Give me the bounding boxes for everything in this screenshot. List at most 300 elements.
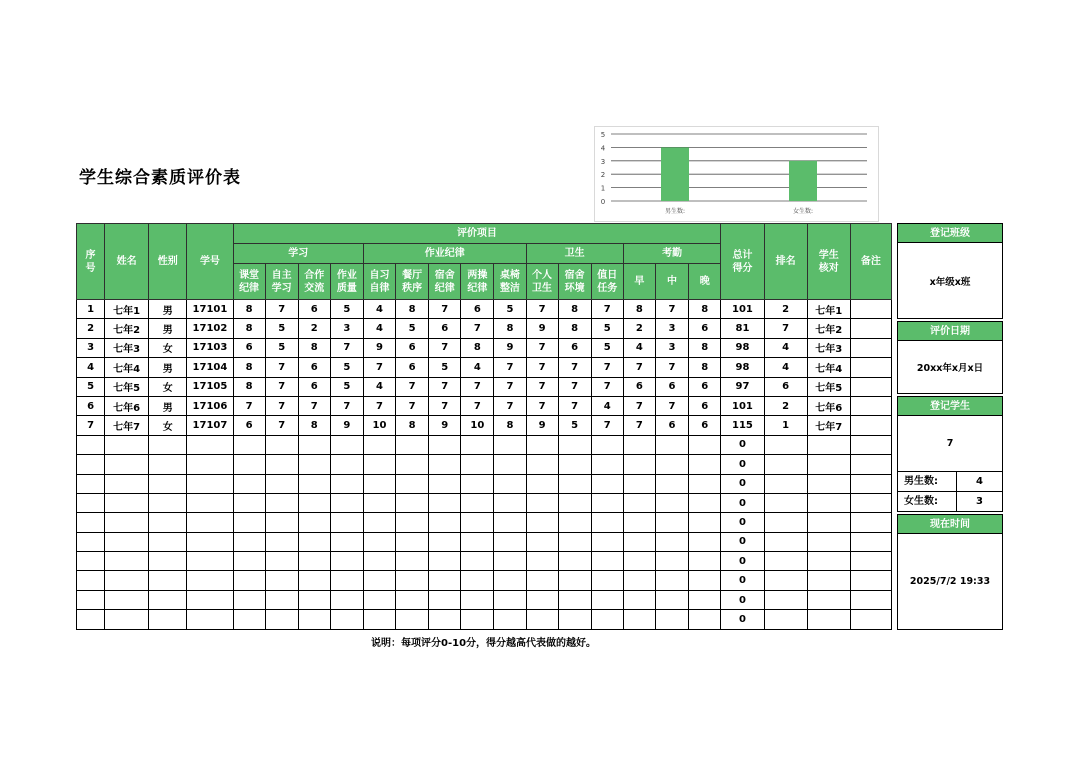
empty-cell xyxy=(655,552,688,571)
score-cell: 8 xyxy=(494,319,526,338)
empty-cell xyxy=(298,610,330,629)
empty-cell xyxy=(623,513,655,532)
empty-cell xyxy=(526,610,558,629)
empty-cell xyxy=(265,610,298,629)
empty-cell xyxy=(591,435,623,454)
score-cell: 7 xyxy=(461,377,494,396)
empty-cell xyxy=(363,493,395,512)
score-cell: 7 xyxy=(265,377,298,396)
score-cell: 7 xyxy=(429,338,461,357)
empty-cell xyxy=(558,590,591,609)
empty-cell xyxy=(330,493,363,512)
score-cell: 7 xyxy=(558,396,591,415)
score-cell: 8 xyxy=(689,338,721,357)
empty-cell xyxy=(363,455,395,474)
header-sub-item: 作业质量 xyxy=(330,264,363,300)
empty-cell xyxy=(233,474,265,493)
empty-cell xyxy=(558,493,591,512)
score-cell: 8 xyxy=(689,300,721,319)
score-cell: 5 xyxy=(494,300,526,319)
empty-cell xyxy=(526,571,558,590)
total-cell: 115 xyxy=(721,416,764,435)
empty-cell xyxy=(764,455,807,474)
name-cell: 七年3 xyxy=(105,338,149,357)
gender-cell: 男 xyxy=(149,319,187,338)
empty-cell xyxy=(330,435,363,454)
empty-cell xyxy=(396,474,429,493)
empty-cell xyxy=(623,590,655,609)
empty-cell xyxy=(105,571,149,590)
score-cell: 7 xyxy=(265,358,298,377)
student-id-cell: 17105 xyxy=(187,377,233,396)
score-cell: 5 xyxy=(396,319,429,338)
empty-cell xyxy=(850,474,891,493)
empty-cell xyxy=(187,552,233,571)
table-row xyxy=(77,552,892,571)
empty-cell xyxy=(623,435,655,454)
header-sub-item: 个人卫生 xyxy=(526,264,558,300)
empty-cell xyxy=(105,435,149,454)
score-cell: 7 xyxy=(526,358,558,377)
empty-cell xyxy=(764,435,807,454)
remark-cell xyxy=(850,377,891,396)
empty-cell xyxy=(265,532,298,551)
empty-cell xyxy=(689,513,721,532)
empty-cell xyxy=(526,455,558,474)
empty-cell xyxy=(591,590,623,609)
empty-cell xyxy=(105,513,149,532)
empty-cell xyxy=(494,571,526,590)
name-cell: 七年7 xyxy=(105,416,149,435)
empty-cell xyxy=(461,571,494,590)
gender-cell: 女 xyxy=(149,338,187,357)
empty-cell xyxy=(233,532,265,551)
header-sub-item: 两操纪律 xyxy=(461,264,494,300)
empty-cell xyxy=(77,532,105,551)
female-count-value: 3 xyxy=(976,496,983,507)
header-sub-item: 早 xyxy=(623,264,655,300)
empty-cell xyxy=(494,513,526,532)
header-sub-item: 值日任务 xyxy=(591,264,623,300)
score-cell: 5 xyxy=(330,377,363,396)
score-cell: 5 xyxy=(429,358,461,377)
empty-cell xyxy=(461,455,494,474)
empty-cell xyxy=(850,590,891,609)
empty-cell xyxy=(807,610,850,629)
empty-cell xyxy=(764,474,807,493)
score-cell: 6 xyxy=(689,319,721,338)
score-cell: 6 xyxy=(655,377,688,396)
chart-ytick-label: 1 xyxy=(600,184,606,193)
empty-cell xyxy=(149,610,187,629)
empty-cell xyxy=(265,435,298,454)
rank-cell: 4 xyxy=(764,338,807,357)
chart-category-label: 女生数: xyxy=(792,208,814,215)
empty-cell xyxy=(330,474,363,493)
empty-cell xyxy=(363,571,395,590)
score-cell: 5 xyxy=(265,338,298,357)
score-cell: 7 xyxy=(429,396,461,415)
score-cell: 8 xyxy=(396,416,429,435)
empty-cell xyxy=(591,474,623,493)
empty-cell xyxy=(363,532,395,551)
score-cell: 4 xyxy=(461,358,494,377)
score-cell: 6 xyxy=(298,300,330,319)
empty-cell xyxy=(850,493,891,512)
empty-cell xyxy=(149,513,187,532)
empty-cell xyxy=(807,435,850,454)
remark-cell xyxy=(850,300,891,319)
seq-cell: 6 xyxy=(77,396,105,415)
score-cell: 7 xyxy=(396,377,429,396)
empty-cell xyxy=(298,571,330,590)
empty-cell xyxy=(764,571,807,590)
empty-cell xyxy=(77,513,105,532)
rank-cell: 4 xyxy=(764,358,807,377)
student-id-cell: 17106 xyxy=(187,396,233,415)
total-cell: 0 xyxy=(721,532,764,551)
table-row xyxy=(77,435,892,454)
empty-cell xyxy=(807,552,850,571)
empty-cell xyxy=(105,610,149,629)
empty-cell xyxy=(807,590,850,609)
score-cell: 7 xyxy=(526,338,558,357)
score-cell: 6 xyxy=(298,358,330,377)
rank-cell: 2 xyxy=(764,300,807,319)
empty-cell xyxy=(764,610,807,629)
empty-cell xyxy=(187,493,233,512)
header-check: 学生核对 xyxy=(807,224,850,300)
table-row xyxy=(77,455,892,474)
table-row xyxy=(77,513,892,532)
empty-cell xyxy=(363,552,395,571)
empty-cell xyxy=(233,571,265,590)
empty-cell xyxy=(330,610,363,629)
empty-cell xyxy=(396,513,429,532)
empty-cell xyxy=(363,513,395,532)
score-cell: 7 xyxy=(526,300,558,319)
empty-cell xyxy=(461,532,494,551)
empty-cell xyxy=(187,532,233,551)
table-row xyxy=(77,319,892,338)
empty-cell xyxy=(623,532,655,551)
score-cell: 7 xyxy=(461,396,494,415)
empty-cell xyxy=(298,455,330,474)
remark-cell xyxy=(850,396,891,415)
empty-cell xyxy=(105,455,149,474)
seq-cell: 4 xyxy=(77,358,105,377)
empty-cell xyxy=(623,455,655,474)
empty-cell xyxy=(149,571,187,590)
empty-cell xyxy=(429,513,461,532)
score-cell: 3 xyxy=(330,319,363,338)
empty-cell xyxy=(233,590,265,609)
score-cell: 5 xyxy=(591,319,623,338)
student-id-cell: 17103 xyxy=(187,338,233,357)
empty-cell xyxy=(689,571,721,590)
empty-cell xyxy=(558,455,591,474)
score-cell: 8 xyxy=(233,319,265,338)
header-sub-item: 宿舍环境 xyxy=(558,264,591,300)
empty-cell xyxy=(591,552,623,571)
empty-cell xyxy=(429,571,461,590)
header-group-hygiene: 卫生 xyxy=(526,244,623,264)
score-cell: 6 xyxy=(558,338,591,357)
header-eval-items: 评价项目 xyxy=(233,224,721,244)
score-cell: 9 xyxy=(330,416,363,435)
empty-cell xyxy=(77,590,105,609)
empty-cell xyxy=(655,571,688,590)
empty-cell xyxy=(105,590,149,609)
empty-cell xyxy=(807,493,850,512)
female-count-label: 女生数: xyxy=(898,492,957,511)
empty-cell xyxy=(591,610,623,629)
score-cell: 9 xyxy=(429,416,461,435)
empty-cell xyxy=(494,455,526,474)
gender-cell: 男 xyxy=(149,358,187,377)
check-cell: 七年4 xyxy=(807,358,850,377)
empty-cell xyxy=(396,590,429,609)
empty-cell xyxy=(187,435,233,454)
empty-cell xyxy=(396,571,429,590)
empty-cell xyxy=(807,571,850,590)
empty-cell xyxy=(429,435,461,454)
empty-cell xyxy=(363,610,395,629)
empty-cell xyxy=(461,552,494,571)
score-cell: 7 xyxy=(265,300,298,319)
header-remark: 备注 xyxy=(850,224,891,300)
score-cell: 9 xyxy=(363,338,395,357)
empty-cell xyxy=(807,474,850,493)
score-cell: 7 xyxy=(623,416,655,435)
header-group-discipline: 作业纪律 xyxy=(363,244,526,264)
chart-canvas xyxy=(595,127,878,221)
empty-cell xyxy=(149,532,187,551)
chart-ytick-label: 4 xyxy=(600,144,606,153)
empty-cell xyxy=(526,493,558,512)
empty-cell xyxy=(149,590,187,609)
empty-cell xyxy=(689,552,721,571)
class-value: x年级x班 xyxy=(897,243,1003,319)
score-cell: 7 xyxy=(623,358,655,377)
table-row xyxy=(77,338,892,357)
score-cell: 7 xyxy=(655,396,688,415)
empty-cell xyxy=(330,455,363,474)
empty-cell xyxy=(77,435,105,454)
empty-cell xyxy=(298,435,330,454)
date-value: 20xx年x月x日 xyxy=(897,341,1003,394)
empty-cell xyxy=(655,590,688,609)
table-row xyxy=(77,474,892,493)
score-cell: 7 xyxy=(591,377,623,396)
score-cell: 8 xyxy=(233,377,265,396)
students-label: 登记学生 xyxy=(897,396,1003,416)
empty-cell xyxy=(850,552,891,571)
empty-cell xyxy=(265,474,298,493)
check-cell: 七年7 xyxy=(807,416,850,435)
seq-cell: 3 xyxy=(77,338,105,357)
empty-cell xyxy=(655,435,688,454)
score-cell: 7 xyxy=(429,300,461,319)
student-id-cell: 17102 xyxy=(187,319,233,338)
empty-cell xyxy=(363,590,395,609)
rank-cell: 7 xyxy=(764,319,807,338)
score-cell: 8 xyxy=(298,338,330,357)
empty-cell xyxy=(187,474,233,493)
empty-cell xyxy=(429,552,461,571)
empty-cell xyxy=(655,474,688,493)
score-cell: 8 xyxy=(558,300,591,319)
score-cell: 7 xyxy=(265,396,298,415)
empty-cell xyxy=(764,552,807,571)
empty-cell xyxy=(494,590,526,609)
empty-cell xyxy=(655,610,688,629)
seq-cell: 1 xyxy=(77,300,105,319)
empty-cell xyxy=(807,532,850,551)
score-cell: 6 xyxy=(655,416,688,435)
empty-cell xyxy=(330,513,363,532)
score-cell: 6 xyxy=(689,396,721,415)
score-cell: 9 xyxy=(494,338,526,357)
score-cell: 9 xyxy=(526,319,558,338)
empty-cell xyxy=(558,532,591,551)
score-cell: 4 xyxy=(363,377,395,396)
score-cell: 6 xyxy=(623,377,655,396)
score-cell: 5 xyxy=(558,416,591,435)
score-cell: 7 xyxy=(429,377,461,396)
table-row xyxy=(77,610,892,629)
gender-bar-chart xyxy=(594,126,879,222)
score-cell: 5 xyxy=(265,319,298,338)
empty-cell xyxy=(558,513,591,532)
total-cell: 0 xyxy=(721,571,764,590)
empty-cell xyxy=(850,435,891,454)
score-cell: 8 xyxy=(396,300,429,319)
empty-cell xyxy=(623,493,655,512)
empty-cell xyxy=(558,571,591,590)
empty-cell xyxy=(429,610,461,629)
score-cell: 7 xyxy=(396,396,429,415)
rank-cell: 1 xyxy=(764,416,807,435)
score-cell: 6 xyxy=(298,377,330,396)
empty-cell xyxy=(233,493,265,512)
empty-cell xyxy=(265,455,298,474)
empty-cell xyxy=(623,552,655,571)
score-cell: 7 xyxy=(494,396,526,415)
empty-cell xyxy=(689,610,721,629)
name-cell: 七年2 xyxy=(105,319,149,338)
table-row xyxy=(77,532,892,551)
empty-cell xyxy=(764,532,807,551)
rank-cell: 2 xyxy=(764,396,807,415)
empty-cell xyxy=(461,513,494,532)
header-group-attendance: 考勤 xyxy=(623,244,721,264)
score-cell: 4 xyxy=(623,338,655,357)
header-sub-item: 宿舍纪律 xyxy=(429,264,461,300)
name-cell: 七年4 xyxy=(105,358,149,377)
empty-cell xyxy=(298,532,330,551)
score-cell: 7 xyxy=(265,416,298,435)
score-cell: 9 xyxy=(526,416,558,435)
total-cell: 0 xyxy=(721,610,764,629)
empty-cell xyxy=(77,610,105,629)
empty-cell xyxy=(461,493,494,512)
check-cell: 七年2 xyxy=(807,319,850,338)
header-sub-item: 课堂纪律 xyxy=(233,264,265,300)
score-cell: 8 xyxy=(494,416,526,435)
empty-cell xyxy=(850,610,891,629)
header-sub-item: 晚 xyxy=(689,264,721,300)
empty-cell xyxy=(429,474,461,493)
chart-bar xyxy=(789,161,817,201)
total-cell: 0 xyxy=(721,474,764,493)
empty-cell xyxy=(77,493,105,512)
gender-cell: 女 xyxy=(149,416,187,435)
remark-cell xyxy=(850,338,891,357)
empty-cell xyxy=(105,493,149,512)
check-cell: 七年3 xyxy=(807,338,850,357)
empty-cell xyxy=(298,552,330,571)
empty-cell xyxy=(494,610,526,629)
score-cell: 7 xyxy=(591,300,623,319)
score-cell: 10 xyxy=(461,416,494,435)
total-cell: 101 xyxy=(721,396,764,415)
score-cell: 3 xyxy=(655,319,688,338)
name-cell: 七年1 xyxy=(105,300,149,319)
chart-ytick-label: 2 xyxy=(600,171,606,180)
empty-cell xyxy=(591,532,623,551)
empty-cell xyxy=(591,571,623,590)
empty-cell xyxy=(233,552,265,571)
header-sub-item: 中 xyxy=(655,264,688,300)
empty-cell xyxy=(526,474,558,493)
empty-cell xyxy=(77,571,105,590)
chart-ytick-label: 5 xyxy=(600,131,606,139)
time-value: 2025/7/2 19:33 xyxy=(897,534,1003,630)
empty-cell xyxy=(655,513,688,532)
empty-cell xyxy=(623,610,655,629)
empty-cell xyxy=(265,590,298,609)
empty-cell xyxy=(298,493,330,512)
empty-cell xyxy=(850,455,891,474)
empty-cell xyxy=(330,590,363,609)
time-label: 现在时间 xyxy=(897,514,1003,534)
female-count-row xyxy=(897,492,1003,512)
header-sub-item: 自主学习 xyxy=(265,264,298,300)
table-row xyxy=(77,416,892,435)
table-row xyxy=(77,358,892,377)
empty-cell xyxy=(298,590,330,609)
empty-cell xyxy=(330,552,363,571)
header-sub-item: 桌椅整洁 xyxy=(494,264,526,300)
score-cell: 7 xyxy=(494,377,526,396)
score-cell: 6 xyxy=(429,319,461,338)
empty-cell xyxy=(429,455,461,474)
score-cell: 7 xyxy=(461,319,494,338)
empty-cell xyxy=(298,474,330,493)
empty-cell xyxy=(77,552,105,571)
score-cell: 8 xyxy=(689,358,721,377)
total-cell: 81 xyxy=(721,319,764,338)
seq-cell: 5 xyxy=(77,377,105,396)
score-cell: 5 xyxy=(330,358,363,377)
total-cell: 0 xyxy=(721,493,764,512)
empty-cell xyxy=(149,552,187,571)
score-cell: 7 xyxy=(623,396,655,415)
score-cell: 8 xyxy=(233,300,265,319)
remark-cell xyxy=(850,358,891,377)
empty-cell xyxy=(494,474,526,493)
